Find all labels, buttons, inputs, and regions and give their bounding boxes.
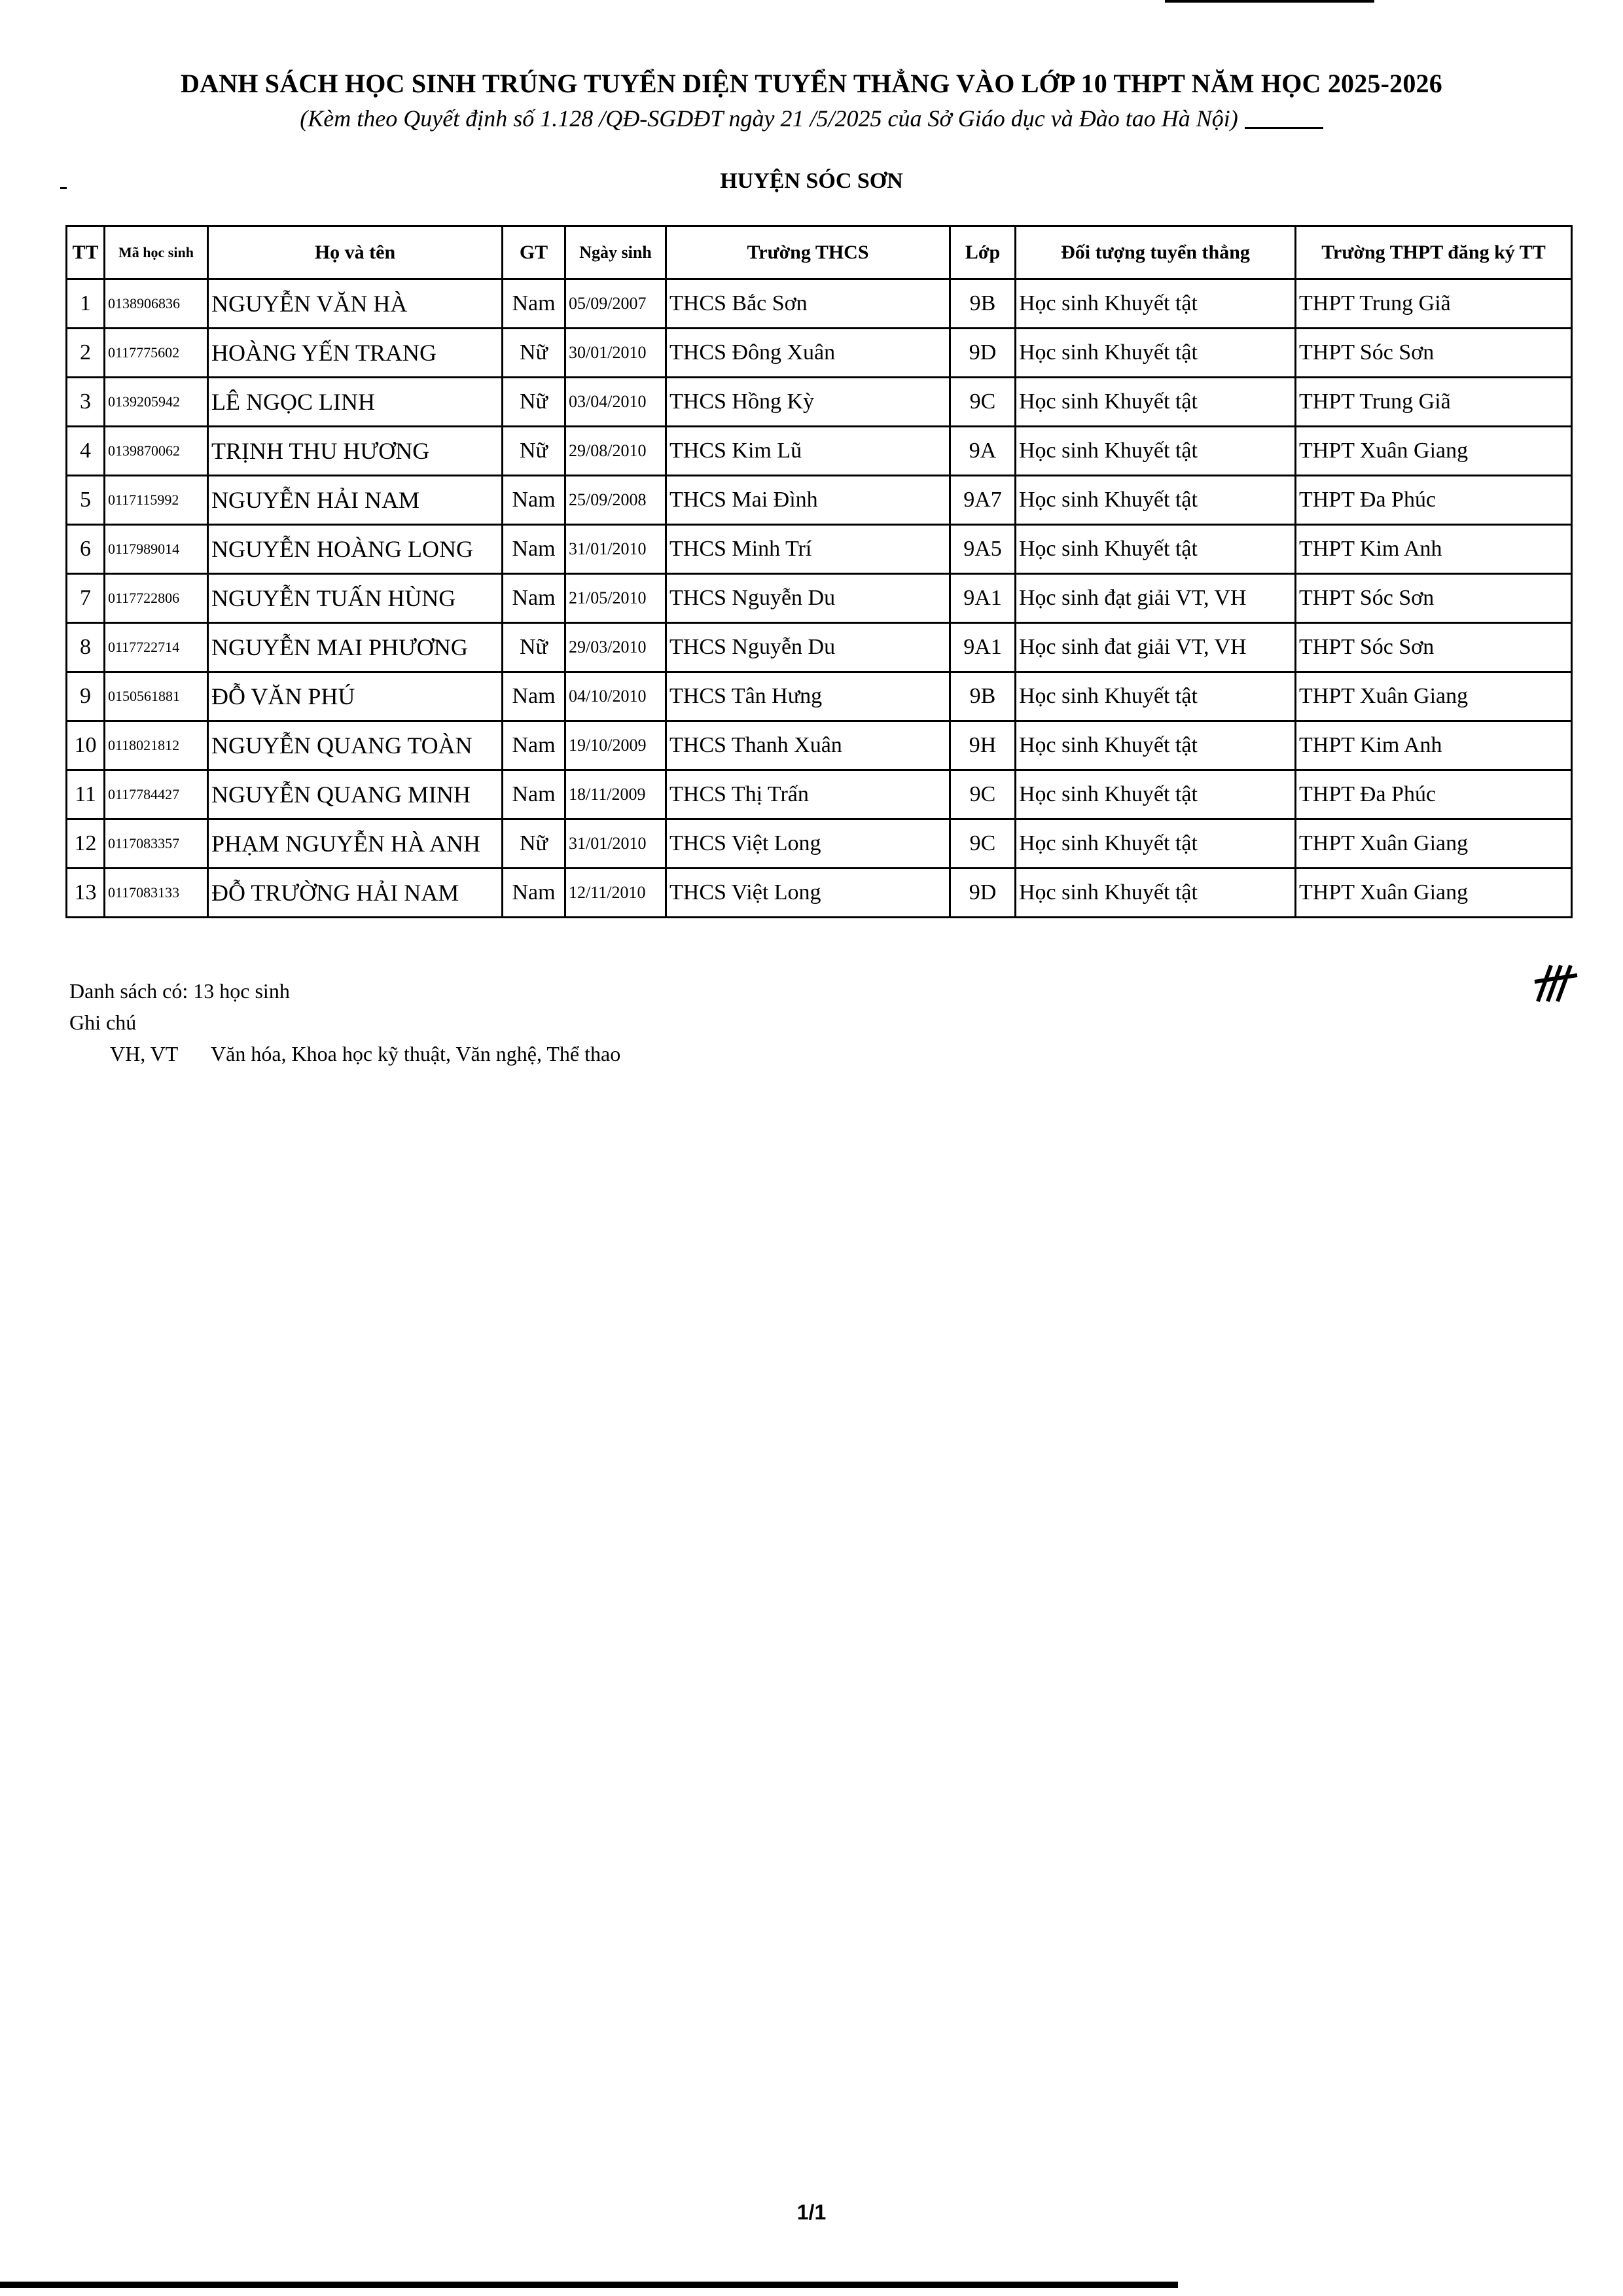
cell-dob: 30/01/2010 [565,329,666,378]
cell-name: ĐỖ VĂN PHÚ [208,672,503,721]
cell-target-school: THPT Sóc Sơn [1296,329,1572,378]
initials-mark [1531,962,1590,1018]
cell-category: Học sinh Khuyết tật [1016,427,1296,476]
cell-name: PHẠM NGUYỄN HÀ ANH [208,819,503,869]
cell-school: THCS Việt Long [666,869,950,918]
cell-gender: Nam [503,525,565,574]
cell-name: HOÀNG YẾN TRANG [208,329,503,378]
cell-category: Học sinh Khuyết tật [1016,525,1296,574]
cell-category: Học sinh Khuyết tật [1016,721,1296,770]
cell-school: THCS Thanh Xuân [666,721,950,770]
cell-tt: 4 [67,427,105,476]
cell-tt: 11 [67,770,105,819]
cell-class: 9B [950,672,1016,721]
cell-target-school: THPT Đa Phúc [1296,476,1572,525]
cell-gender: Nam [503,672,565,721]
cell-dob: 31/01/2010 [565,819,666,869]
cell-student-id: 0139205942 [105,378,208,427]
cell-class: 9C [950,770,1016,819]
table-row [67,672,1572,721]
table-row [67,476,1572,525]
cell-gender: Nữ [503,819,565,869]
cell-school: THCS Đông Xuân [666,329,950,378]
cell-name: NGUYỄN VĂN HÀ [208,279,503,329]
cell-class: 9D [950,329,1016,378]
cell-tt: 6 [67,525,105,574]
cell-gender: Nam [503,574,565,623]
cell-dob: 18/11/2009 [565,770,666,819]
cell-tt: 12 [67,819,105,869]
table-row [67,427,1572,476]
cell-student-id: 0118021812 [105,721,208,770]
cell-dob: 25/09/2008 [565,476,666,525]
cell-class: 9C [950,378,1016,427]
header-category: Đối tượng tuyển thẳng [1016,226,1296,279]
cell-target-school: THPT Sóc Sơn [1296,574,1572,623]
cell-target-school: THPT Xuân Giang [1296,869,1572,918]
header-class: Lớp [950,226,1016,279]
cell-category: Học sinh Khuyết tật [1016,770,1296,819]
table-row [67,378,1572,427]
cell-student-id: 0117722714 [105,623,208,672]
cell-dob: 31/01/2010 [565,525,666,574]
cell-class: 9A [950,427,1016,476]
cell-tt: 3 [67,378,105,427]
page-number: 1/1 [796,2200,827,2224]
cell-gender: Nữ [503,329,565,378]
cell-name: NGUYỄN HẢI NAM [208,476,503,525]
cell-student-id: 0117989014 [105,525,208,574]
table-row [67,819,1572,869]
cell-target-school: THPT Trung Giã [1296,279,1572,329]
cell-school: THCS Nguyễn Du [666,623,950,672]
cell-class: 9B [950,279,1016,329]
cell-school: THCS Tân Hưng [666,672,950,721]
cell-gender: Nam [503,721,565,770]
header-school: Trường THCS [666,226,950,279]
cell-name: ĐỖ TRƯỜNG HẢI NAM [208,869,503,918]
note-abbreviation: VH, VT [110,1042,179,1066]
header-target-school: Trường THPT đăng ký TT [1296,226,1572,279]
cell-student-id: 0117784427 [105,770,208,819]
cell-dob: 03/04/2010 [565,378,666,427]
cell-school: THCS Minh Trí [666,525,950,574]
cell-target-school: THPT Xuân Giang [1296,672,1572,721]
header-name: Họ và tên [208,226,503,279]
table-row [67,869,1572,918]
cell-tt: 13 [67,869,105,918]
cell-school: THCS Bắc Sơn [666,279,950,329]
table-row [67,721,1572,770]
header-student-id: Mã học sinh [105,226,208,279]
cell-dob: 29/08/2010 [565,427,666,476]
table-row [67,279,1572,329]
cell-category: Học sinh Khuyết tật [1016,819,1296,869]
cell-student-id: 0139870062 [105,427,208,476]
cell-name: NGUYỄN QUANG MINH [208,770,503,819]
cell-target-school: THPT Kim Anh [1296,525,1572,574]
cell-gender: Nam [503,770,565,819]
cell-dob: 19/10/2009 [565,721,666,770]
cell-class: 9A7 [950,476,1016,525]
cell-tt: 8 [67,623,105,672]
table-body [67,279,1572,918]
cell-name: NGUYỄN HOÀNG LONG [208,525,503,574]
cell-tt: 5 [67,476,105,525]
cell-category: Học sinh Khuyết tật [1016,378,1296,427]
document-subtitle [65,105,1558,132]
cell-tt: 7 [67,574,105,623]
cell-school: THCS Hồng Kỳ [666,378,950,427]
table-row [67,770,1572,819]
top-rule [1165,0,1374,3]
cell-dob: 05/09/2007 [565,279,666,329]
cell-dob: 12/11/2010 [565,869,666,918]
note-label: Ghi chú [69,1011,137,1034]
cell-category: Học sinh đat giải VT, VH [1016,623,1296,672]
cell-dob: 04/10/2010 [565,672,666,721]
cell-class: 9H [950,721,1016,770]
cell-school: THCS Thị Trấn [666,770,950,819]
header-tt: TT [67,226,105,279]
cell-category: Học sinh Khuyết tật [1016,476,1296,525]
cell-student-id: 0117775602 [105,329,208,378]
cell-gender: Nam [503,476,565,525]
cell-dob: 29/03/2010 [565,623,666,672]
header-dob: Ngày sinh [565,226,666,279]
table-header-row [67,226,1572,279]
cell-student-id: 0150561881 [105,672,208,721]
cell-name: LÊ NGỌC LINH [208,378,503,427]
cell-gender: Nữ [503,427,565,476]
cell-student-id: 0117083133 [105,869,208,918]
cell-category: Học sinh Khuyết tật [1016,329,1296,378]
cell-tt: 10 [67,721,105,770]
cell-gender: Nữ [503,623,565,672]
cell-target-school: THPT Đa Phúc [1296,770,1572,819]
cell-school: THCS Mai Đình [666,476,950,525]
header-gender: GT [503,226,565,279]
cell-class: 9A5 [950,525,1016,574]
cell-target-school: THPT Sóc Sơn [1296,623,1572,672]
cell-category: Học sinh đạt giải VT, VH [1016,574,1296,623]
cell-gender: Nam [503,869,565,918]
signature-mark [1245,113,1323,129]
district-heading: HUYỆN SÓC SƠN [720,169,903,193]
cell-tt: 1 [67,279,105,329]
cell-category: Học sinh Khuyết tật [1016,869,1296,918]
cell-tt: 9 [67,672,105,721]
cell-name: NGUYỄN MAI PHƯƠNG [208,623,503,672]
cell-target-school: THPT Kim Anh [1296,721,1572,770]
table-row [67,623,1572,672]
cell-name: NGUYỄN TUẤN HÙNG [208,574,503,623]
table-row [67,574,1572,623]
cell-tt: 2 [67,329,105,378]
note-description: Văn hóa, Khoa học kỹ thuật, Văn nghệ, Thể thao [211,1042,621,1066]
cell-target-school: THPT Xuân Giang [1296,819,1572,869]
table-row [67,329,1572,378]
cell-class: 9A1 [950,623,1016,672]
subtitle-text: (Kèm theo Quyết định số 1.128 /QĐ-SGDĐT ngày 21 /5/2025 của Sở Giáo dục và Đào tao Hà Nội) [300,105,1238,132]
cell-school: THCS Việt Long [666,819,950,869]
cell-school: THCS Nguyễn Du [666,574,950,623]
student-count: Danh sách có: 13 học sinh [69,979,290,1003]
cell-student-id: 0117722806 [105,574,208,623]
table-row [67,525,1572,574]
cell-target-school: THPT Xuân Giang [1296,427,1572,476]
document-title: DANH SÁCH HỌC SINH TRÚNG TUYỂN DIỆN TUYỂN THẲNG VÀO LỚP 10 THPT NĂM HỌC 2025-2026 [181,69,1442,98]
cell-category: Học sinh Khuyết tật [1016,672,1296,721]
cell-school: THCS Kim Lũ [666,427,950,476]
cell-category: Học sinh Khuyết tật [1016,279,1296,329]
cell-gender: Nữ [503,378,565,427]
bottom-rule [0,2282,1178,2288]
cell-student-id: 0117115992 [105,476,208,525]
cell-student-id: 0138906836 [105,279,208,329]
student-table [65,225,1573,918]
cell-target-school: THPT Trung Giã [1296,378,1572,427]
cell-name: NGUYỄN QUANG TOÀN [208,721,503,770]
cell-class: 9D [950,869,1016,918]
cell-class: 9C [950,819,1016,869]
cell-student-id: 0117083357 [105,819,208,869]
cell-gender: Nam [503,279,565,329]
cell-class: 9A1 [950,574,1016,623]
cell-dob: 21/05/2010 [565,574,666,623]
cell-name: TRỊNH THU HƯƠNG [208,427,503,476]
